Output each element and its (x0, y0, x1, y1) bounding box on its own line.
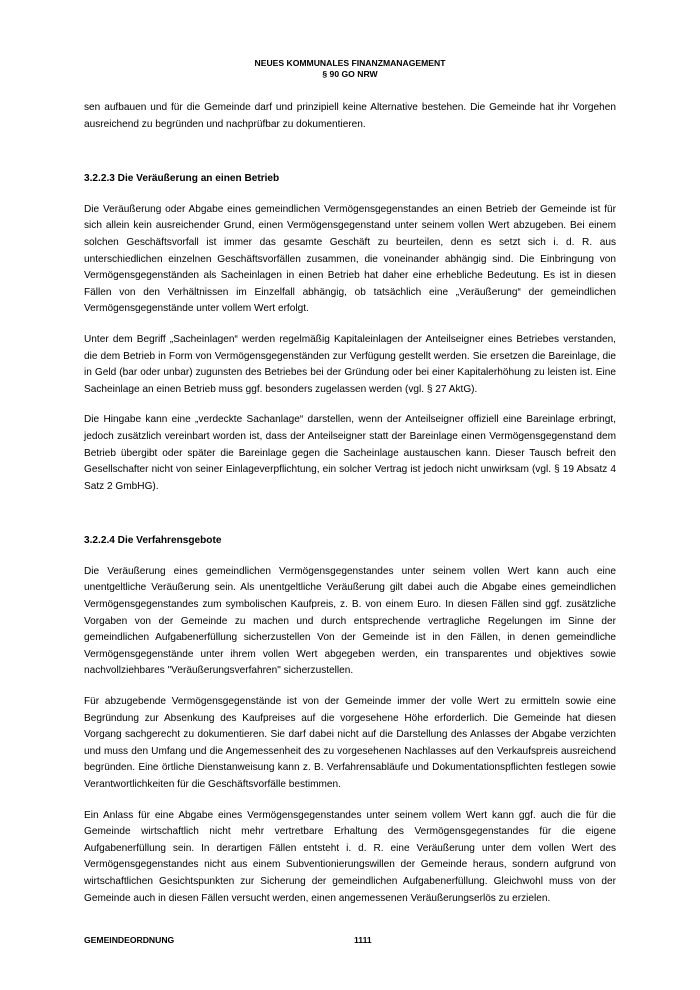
section1-paragraph: Die Hingabe kann eine „verdeckte Sachanlage“ darstellen, wenn der Anteilseigner offiziell eine Bareinlage erbringt, jedoch zusätzlich vereinbart worden ist, dass der Anteilseigner statt der Bareinlage einen Vermögensgegenstand dem Betrieb übergibt oder später die Bareinlage gegen die Sacheinlage austauschen kann. Dieser Tausch befreit den Gesellschafter nicht von seiner Einlageverpflichtung, ein solcher Vertrag ist jedoch nicht unwirksam (vgl. § 19 Absatz 4 Satz 2 GmbHG). (84, 414, 616, 492)
footer-label: GEMEINDEORDNUNG (84, 935, 175, 945)
page-number: 1111 (354, 935, 372, 945)
header-section: § 90 GO NRW (322, 69, 378, 79)
section-heading-3223: 3.2.2.3 Die Veräußerung an einen Betrieb (84, 173, 280, 185)
page-header (0, 58, 700, 80)
section1-paragraph: Die Veräußerung oder Abgabe eines gemeindlichen Vermögensgegenstandes an einen Betrieb der Gemeinde ist für sich allein kein ausreichender Grund, einen Vermögensgegenstand unter seinem vollen Wert abzugeben. Bei einem solchen Geschäftsvorfall ist immer das gesamte Geschäft zu beurteilen, denn es setzt sich i. d. R. aus unterschiedlichen einzelnen Geschäftsvorfällen zusammen, die voneinander abhängig sind. Die Einbringung von Vermögensgegenständen als Sacheinlagen in einen Betrieb hat daher eine erhebliche Bedeutung. Es ist in diesen Fällen von den Verhältnissen im Einzelfall abhängig, ob tatsächlich eine „Veräußerung“ der gemeindlichen Vermögensgegenstände unter vollem Wert erfolgt. (84, 203, 616, 315)
section1-paragraph: Unter dem Begriff „Sacheinlagen“ werden regelmäßig Kapitaleinlagen der Anteilseigner eines Betriebes verstanden, die dem Betrieb in Form von Vermögensgegenständen zur Verfügung gestellt werden. Sie ersetzen die Bareinlage, die in Geld (bar oder unbar) zugunsten des Betriebes bei der Gründung oder bei einer Kapitalerhöhung zu leisten ist. Eine Sacheinlage an einen Betrieb muss ggf. besonders zugelassen werden (vgl. § 27 AktG). (84, 333, 616, 395)
section-heading-3224: 3.2.2.4 Die Verfahrensgebote (84, 535, 222, 547)
document-body (84, 100, 616, 907)
header-title: NEUES KOMMUNALES FINANZMANAGEMENT (254, 58, 446, 68)
intro-paragraph: sen aufbauen und für die Gemeinde darf und prinzipiell keine Alternative bestehen. Die Gemeinde hat ihr Vorgehen ausreichend zu begründen und nachprüfbar zu dokumentieren. (84, 102, 616, 130)
section2-paragraph: Die Veräußerung eines gemeindlichen Vermögensgegenstandes unter seinem vollen Wert kann auch eine unentgeltliche Veräußerung sein. Als unentgeltliche Veräußerung gilt dabei auch die Abgabe eines gemeindlichen Vermögensgegenstandes zum symbolischen Kaufpreis, z. B. von einem Euro. In diesen Fällen sind ggf. zusätzliche Vorgaben von der Gemeinde zu machen und durch entsprechende vertragliche Regelungen im Sinne der gemeindlichen Aufgabenerfüllung sicherzustellen Von der Gemeinde ist in den Fällen, in denen gemeindliche Vermögensgegenstände unter ihrem vollen Wert abgegeben werden, ein transparentes und objektives sowie nachvollziehbares "Veräußerungsverfahren" sicherzustellen. (84, 565, 616, 677)
section2-paragraph: Für abzugebende Vermögensgegenstände ist von der Gemeinde immer der volle Wert zu ermitteln sowie eine Begründung zur Absenkung des Kaufpreises auf die vorgesehene Höhe erforderlich. Die Gemeinde hat diesen Vorgang sachgerecht zu dokumentieren. Sie darf dabei nicht auf die Darstellung des Anlasses der Abgabe verzichten und muss den Umfang und die Angemessenheit des zu vorgesehenen Nachlasses auf den Verkaufspreis ausreichend begründen. Eine örtliche Dienstanweisung kann z. B. Verfahrensabläufe und Dokumentationspflichten festlegen sowie Verantwortlichkeiten für die Geschäftsvorfälle bestimmen. (84, 696, 616, 790)
section2-paragraph: Ein Anlass für eine Abgabe eines Vermögensgegenstandes unter seinem vollem Wert kann ggf. auch die für die Gemeinde wirtschaftlich nicht mehr vertretbare Erhaltung des Vermögensgegenstandes für die eigene Aufgabenerfüllung sein. In derartigen Fällen entsteht i. d. R. eine Veräußerung unter dem vollen Wert des Vermögensgegenstandes nicht aus einem Subventionierungswillen der Gemeinde heraus, sondern aufgrund von wirtschaftlichen Gesichtspunkten zur Sicherung der gemeindlichen Aufgabenerfüllung. Gleichwohl muss von der Gemeinde auch in diesen Fällen versucht werden, einen angemessenen Veräußerungserlös zu erzielen. (84, 809, 616, 904)
